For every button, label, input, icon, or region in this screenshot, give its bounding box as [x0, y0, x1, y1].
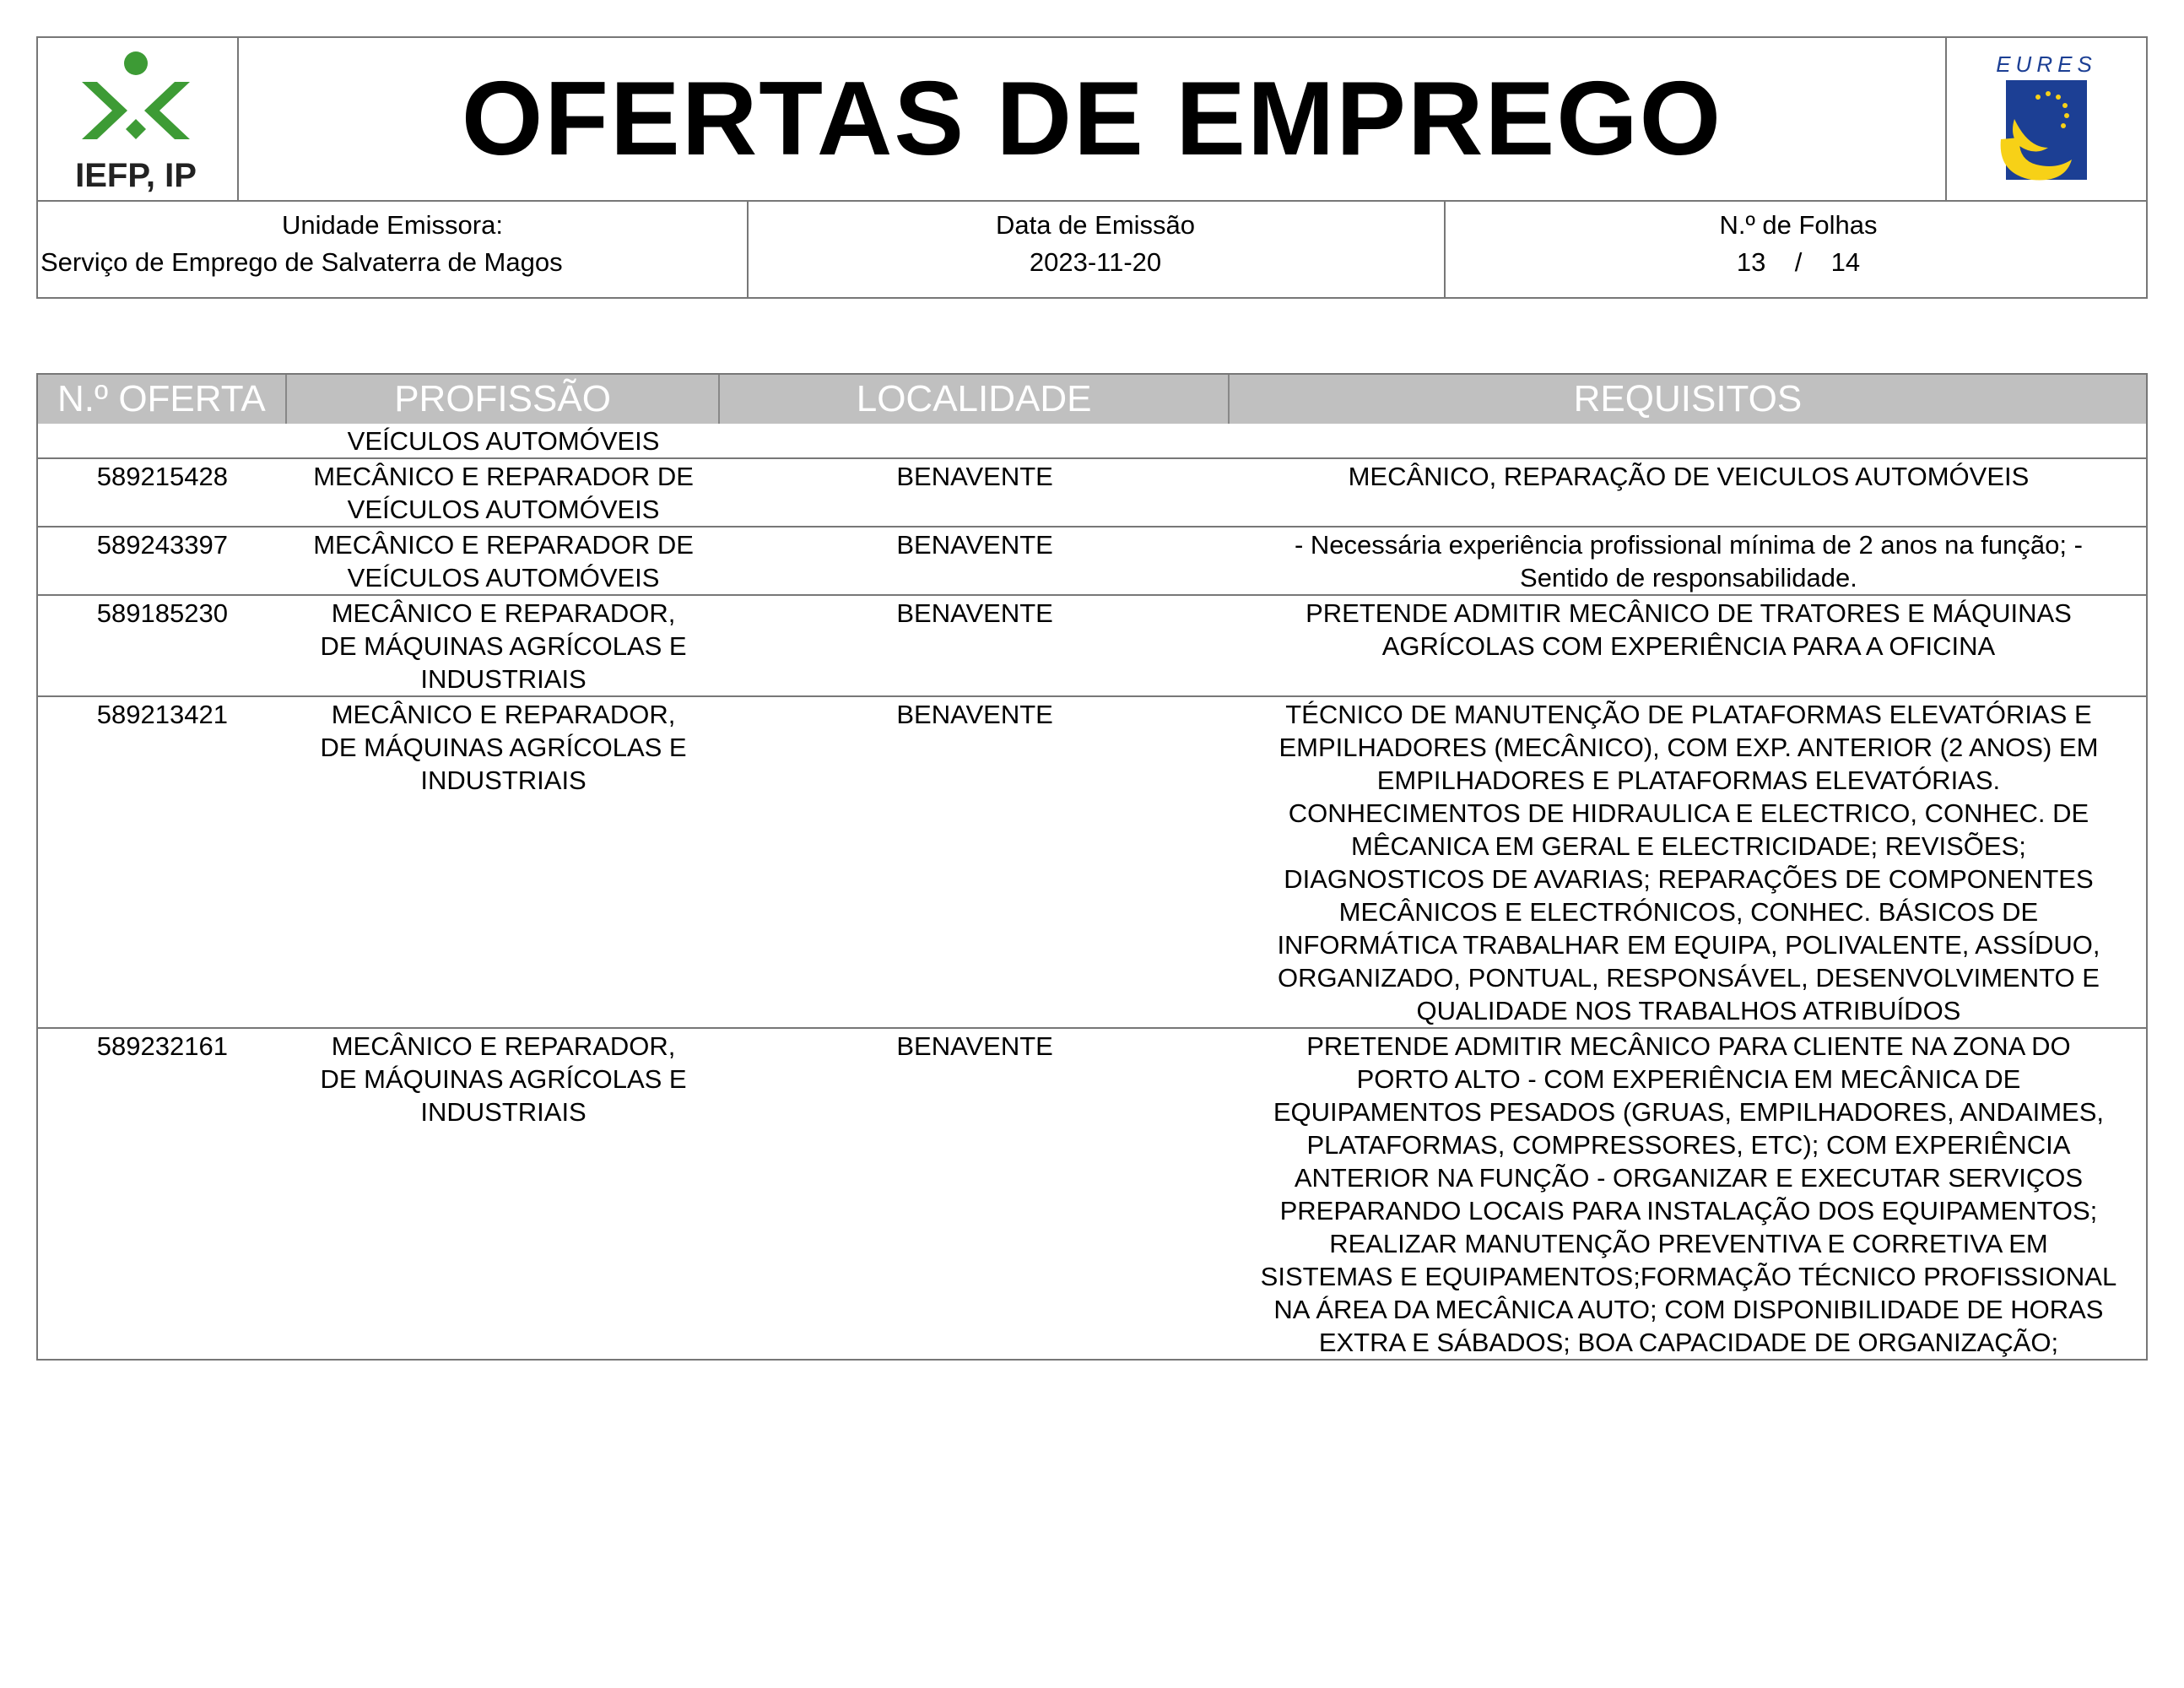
- svg-text:EURES: EURES: [1996, 51, 2097, 77]
- cell-requisitos: - Necessária experiência profissional mínima de 2 anos na função; - Sentido de responsabilidade.: [1294, 530, 2083, 592]
- column-header-oferta: N.º OFERTA: [38, 375, 287, 424]
- sheet-count-label: N.º de Folhas: [1719, 210, 1878, 240]
- column-header-profissao: PROFISSÃO: [287, 375, 721, 424]
- sheet-count: [1444, 200, 2146, 297]
- cell-profissao: MECÂNICO E REPARADOR DE VEÍCULOS AUTOMÓVEIS: [313, 530, 694, 592]
- cell-profissao: MECÂNICO E REPARADOR, DE MÁQUINAS AGRÍCOLAS E INDUSTRIAIS: [320, 1031, 687, 1127]
- column-header-requisitos: REQUISITOS: [1573, 378, 1803, 419]
- issue-date-label: Data de Emissão: [995, 210, 1196, 240]
- document-header: [36, 36, 2148, 299]
- page-total: 14: [1830, 247, 1861, 277]
- cell-profissao: MECÂNICO E REPARADOR, DE MÁQUINAS AGRÍCOLAS E INDUSTRIAIS: [320, 700, 687, 795]
- header-info-row: [38, 200, 2146, 297]
- cell-localidade: BENAVENTE: [896, 1031, 1053, 1061]
- page-title: OFERTAS DE EMPREGO: [461, 61, 1723, 177]
- table-row: [38, 424, 2146, 459]
- cell-oferta: 589215428: [96, 462, 228, 491]
- cell-localidade: BENAVENTE: [896, 462, 1053, 491]
- table-header: [38, 375, 2146, 424]
- cell-localidade: BENAVENTE: [896, 530, 1053, 560]
- cell-requisitos: TÉCNICO DE MANUTENÇÃO DE PLATAFORMAS ELEVATÓRIAS E EMPILHADORES (MECÂNICO), COM EXP. ANTERIOR (2 ANOS) EM EMPILHADORES E PLATAFORMAS ELEVATÓRIAS. CONHECIMENTOS DE HIDRAULICA E ELECTRICO, CONHEC. DE MÊCANICA EM GERAL E ELECTRICIDADE; REVISÕES; DIAGNOSTICOS DE AVARIAS; REPARAÇÕES DE COMPONENTES MECÂNICOS E ELECTRÓNICOS, CONHEC. BÁSICOS DE INFORMÁTICA TRABALHAR EM EQUIPA, POLIVALENTE, ASSÍDUO, ORGANIZADO, PONTUAL, RESPONSÁVEL, DESENVOLVIMENTO E QUALIDADE NOS TRABALHOS ATRIBUÍDOS: [1277, 700, 2100, 1025]
- table-row: [38, 596, 2146, 697]
- cell-requisitos: PRETENDE ADMITIR MECÂNICO PARA CLIENTE NA ZONA DO PORTO ALTO - COM EXPERIÊNCIA EM MECÂNICA DE EQUIPAMENTOS PESADOS (GRUAS, EMPILHADORES, ANDAIMES, PLATAFORMAS, COMPRESSORES, ETC); COM EXPERIÊNCIA ANTERIOR NA FUNÇÃO - ORGANIZAR E EXECUTAR SERVIÇOS PREPARANDO LOCAIS PARA INSTALAÇÃO DOS EQUIPAMENTOS; REALIZAR MANUTENÇÃO PREVENTIVA E CORRETIVA EM SISTEMAS E EQUIPAMENTOS;FORMAÇÃO TÉCNICO PROFISSIONAL NA ÁREA DA MECÂNICA AUTO; COM DISPONIBILIDADE DE HORAS EXTRA E SÁBADOS; BOA CAPACIDADE DE ORGANIZAÇÃO;: [1260, 1031, 2117, 1357]
- cell-requisitos: [1230, 424, 2146, 457]
- page-current: 13: [1736, 247, 1766, 277]
- cell-oferta: 589243397: [96, 530, 228, 560]
- job-offers-table: [36, 373, 2148, 1361]
- eures-logo: [1945, 38, 2146, 200]
- cell-localidade: BENAVENTE: [896, 598, 1053, 628]
- title-cell: [237, 38, 1947, 200]
- cell-oferta: [38, 424, 287, 457]
- cell-oferta: 589213421: [96, 700, 228, 729]
- header-top-row: [38, 38, 2146, 202]
- iefp-logo-icon: [38, 38, 234, 200]
- table-row: [38, 1029, 2146, 1361]
- table-row: [38, 528, 2146, 596]
- sheet-count-value: [1444, 247, 2153, 278]
- column-header-localidade: LOCALIDADE: [720, 375, 1230, 424]
- cell-localidade: BENAVENTE: [896, 700, 1053, 729]
- issuing-unit-value: Serviço de Emprego de Salvaterra de Magos: [41, 247, 563, 277]
- cell-requisitos: PRETENDE ADMITIR MECÂNICO DE TRATORES E MÁQUINAS AGRÍCOLAS COM EXPERIÊNCIA PARA A OFICINA: [1306, 598, 2072, 661]
- cell-oferta: 589232161: [96, 1031, 228, 1061]
- svg-text:IEFP, IP: IEFP, IP: [75, 157, 197, 194]
- issuing-unit-label: Unidade Emissora:: [282, 210, 503, 240]
- cell-profissao: MECÂNICO E REPARADOR DE VEÍCULOS AUTOMÓVEIS: [313, 462, 694, 524]
- table-row: [38, 697, 2146, 1029]
- iefp-logo: [38, 38, 239, 200]
- cell-profissao: VEÍCULOS AUTOMÓVEIS: [347, 426, 660, 456]
- issuing-unit: [38, 200, 749, 297]
- table-row: [38, 459, 2146, 528]
- cell-localidade: [720, 424, 1230, 457]
- cell-requisitos: MECÂNICO, REPARAÇÃO DE VEICULOS AUTOMÓVEIS: [1348, 462, 2030, 491]
- issue-date-value: 2023-11-20: [1029, 247, 1162, 277]
- cell-oferta: 589185230: [96, 598, 228, 628]
- eures-logo-icon: [1947, 38, 2143, 200]
- issue-date: [747, 200, 1446, 297]
- page-separator: /: [1794, 247, 1803, 277]
- cell-profissao: MECÂNICO E REPARADOR, DE MÁQUINAS AGRÍCOLAS E INDUSTRIAIS: [320, 598, 687, 694]
